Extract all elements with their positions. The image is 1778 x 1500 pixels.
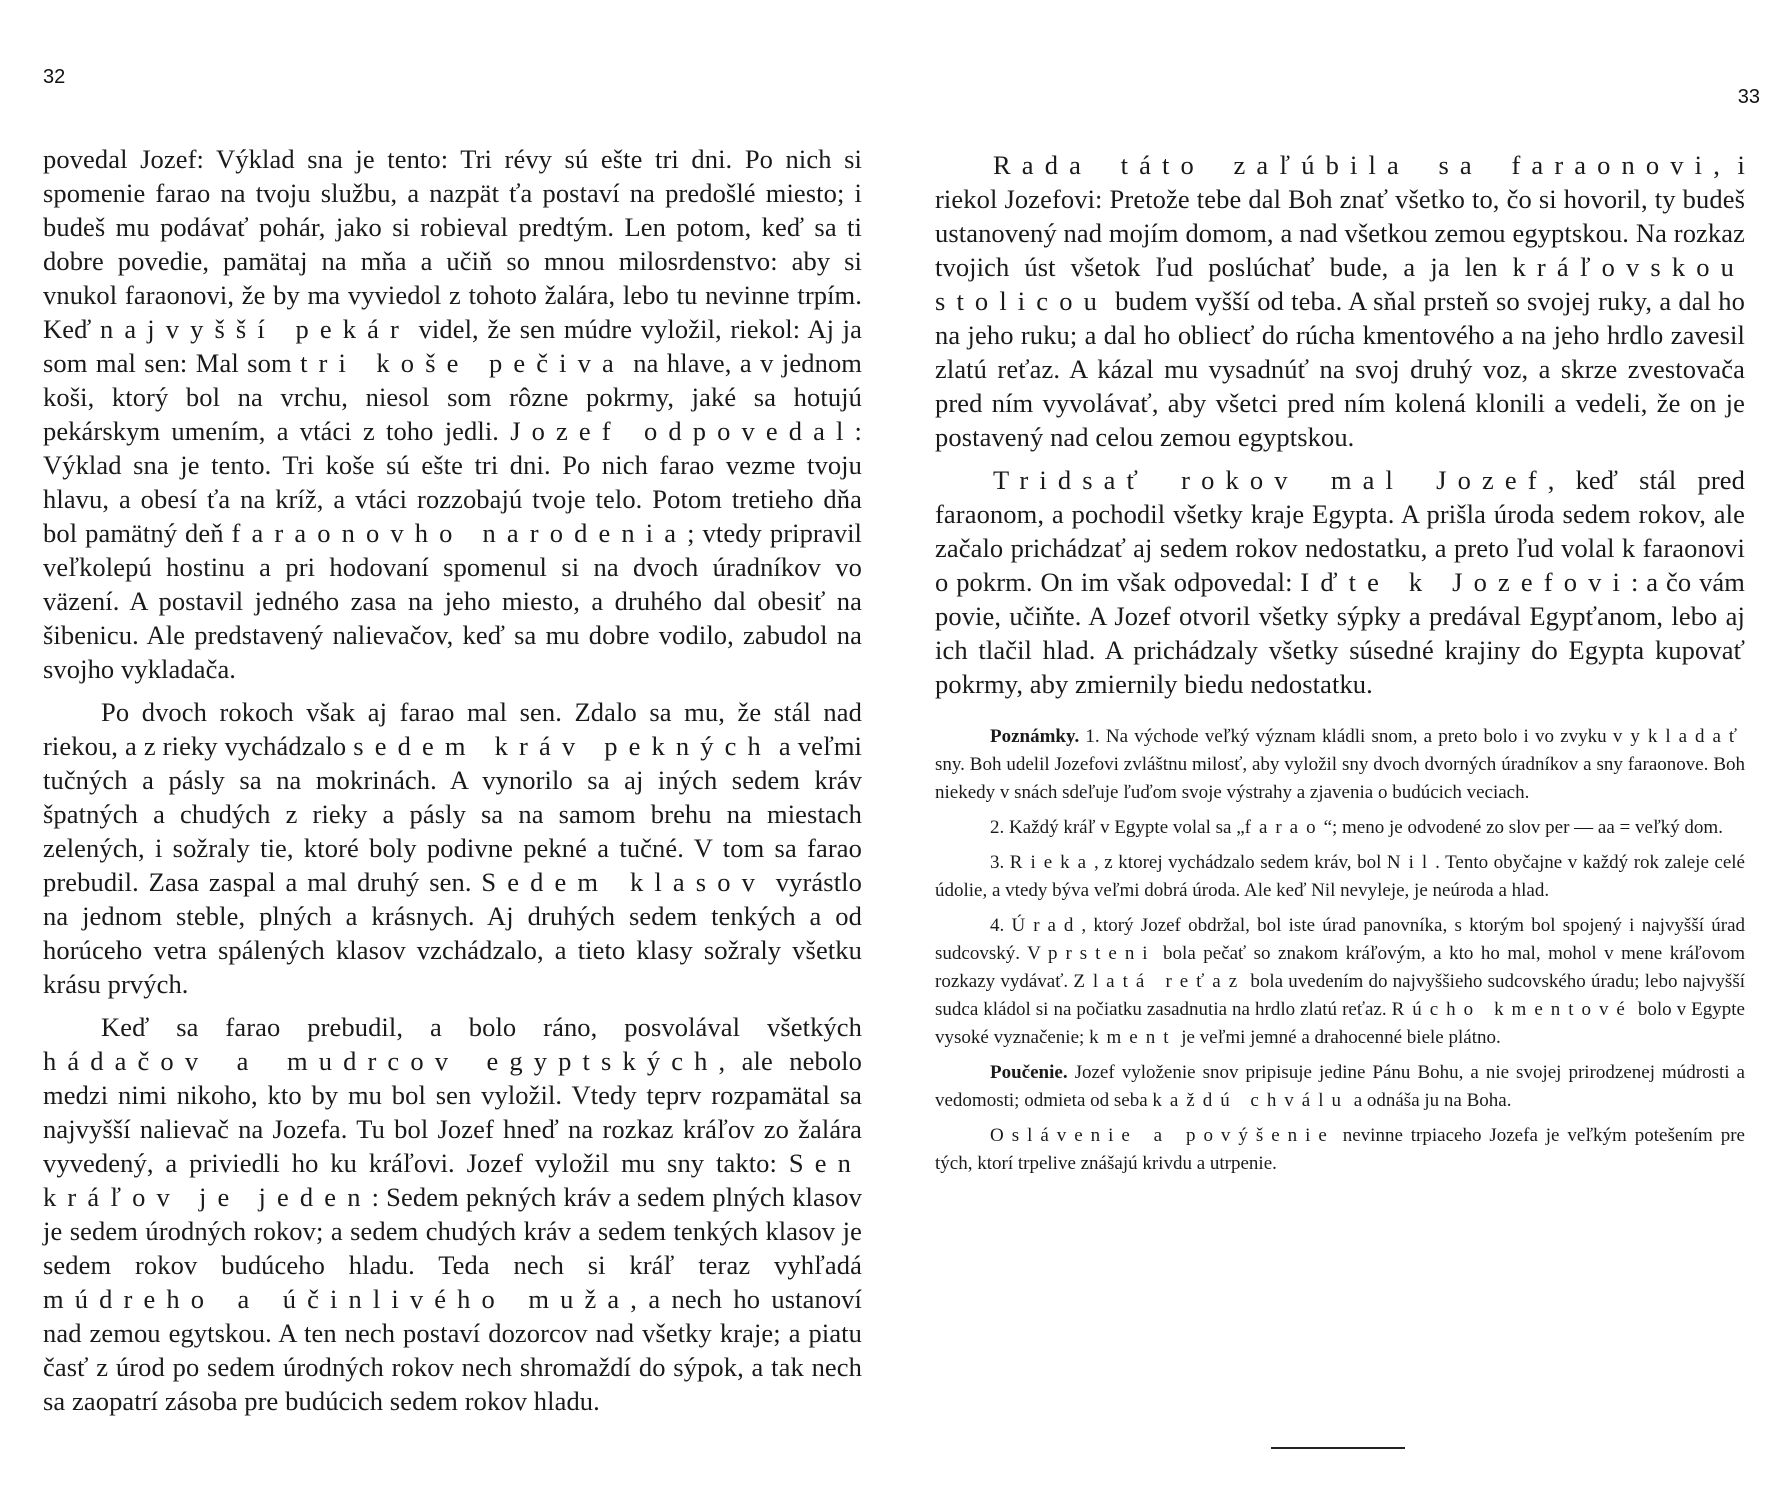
text-run: 4.: [990, 915, 1012, 936]
text-run: Jozef vyloženie snov pripisuje jedine Pánu Bohu, a nie svojej prirodzenej múdrosti a vedomosti; odmieta od seba: [935, 1062, 1745, 1111]
text-run: Keď sa farao prebudil, a bolo ráno, posvolával všetkých: [101, 1012, 862, 1042]
spaced-emphasis: Rada táto zaľúbila sa faraonovi: [993, 150, 1714, 180]
right-page: [935, 148, 1745, 1178]
spaced-emphasis: Oslávenie a povýšenie: [990, 1125, 1335, 1146]
text-run: , z ktorej vychádzalo sedem kráv, bol: [1094, 852, 1387, 873]
spaced-emphasis: Sedem klasov: [481, 867, 766, 897]
spaced-emphasis: faraonovho narodenia: [231, 518, 688, 548]
text-run: , a nech ho ustanoví nad zemou egytskou. A ten nech postaví dozorcov nad všetky kraje; a piatu časť z úrod po sedem úrodných rokov nech shromaždí do sýpok, a tak nech sa zaopatrí zásoba pre budúcich sedem rokov hladu.: [43, 1284, 862, 1416]
note-paragraph: [935, 723, 1745, 807]
spaced-emphasis: prsteni: [1047, 943, 1156, 964]
note-heading: Poznámky.: [990, 726, 1080, 747]
right-page-text: [935, 148, 1745, 701]
text-run: 1. Na východe veľký význam kládli snom, a preto bolo i vo zvyku: [1079, 726, 1613, 747]
page-number-left: 32: [43, 66, 66, 88]
text-run: sny. Boh udelil Jozefovi zvláštnu milosť, aby vyložil sny dvoch dvorných úradníkov a sny faraonove. Boh niekedy v snách sdeľuje ľuďom svoje výstrahy a zjavenia o budúcich veciach.: [935, 754, 1745, 803]
text-run: a odnáša ju na Boha.: [1348, 1090, 1512, 1111]
notes-section: [935, 723, 1745, 1178]
text-run: budem vyšší od teba. A sňal prsteň so svojej ruky, a dal ho na jeho ruku; a dal ho obliecť do rúcha kmentového a na jeho hrdlo zavesil zlatú reťaz. A kázal mu vysadnúť na svoj druhý voz, a skrze zvestovača pred ním vyvolávať, aby všetci pred ním kolená klonili a vedeli, že on je postavený nad celou zemou egyptskou.: [935, 286, 1745, 452]
text-run: , ktorý Jozef obdržal, bol iste úrad panovníka, s ktorým bol spojený i najvyšší úrad sudcovský. V: [935, 915, 1746, 964]
spaced-emphasis: Rúcho kmentové: [1391, 999, 1633, 1020]
text-run: ; vtedy pripravil veľkolepú hostinu a pri hodovaní spomenul si na dvoch úradníkov vo väzení. A postavil jedného zasa na jeho miesto, a druhého dal obesiť na šibenicu. Ale predstavený nalievačov, keď sa mu dobre vodilo, zabudol na svojho vykladača.: [43, 518, 862, 684]
text-run: , ale nebolo medzi nimi nikoho, kto by mu bol sen vyložil. Vtedy teprv rozpamätal sa najvyšší nalievač na Jozefa. Tu bol Jozef hneď na rozkaz kráľov zo žalára vyvedený, a priviedli ho ku kráľovi. Jozef vyložil mu sny takto:: [43, 1046, 862, 1178]
text-run: bola pečať so znakom kráľovým, a kto ho mal, mohol v mene kráľovom rozkazy vydávať.: [935, 943, 1745, 992]
text-run: Po dvoch rokoch však aj farao mal sen. Zdalo sa mu, že stál nad riekou, a z rieky vychádzalo: [43, 697, 862, 761]
spaced-emphasis: Tridsať rokov mal Jozef: [993, 465, 1548, 495]
note-heading: Poučenie.: [990, 1062, 1068, 1083]
body-paragraph: [935, 463, 1745, 701]
text-run: videl, že sen múdre vyložil, riekol: Aj ja som mal sen: Mal som: [43, 314, 862, 378]
spaced-emphasis: sedem kráv pekných: [353, 731, 772, 761]
text-run: vyrástlo na jednom steble, plných a krásnych. Aj druhých sedem tenkých a od horúceho vetra spálených klasov vzchádzalo, a tieto klasy sožraly všetku krásu prvých.: [43, 867, 862, 999]
spaced-emphasis: Jozef odpovedal: [510, 416, 855, 446]
spaced-emphasis: farao: [1244, 817, 1324, 838]
spaced-emphasis: Zlatá reťaz: [1073, 971, 1246, 992]
end-rule-divider: [1271, 1447, 1405, 1449]
spaced-emphasis: každú chválu: [1152, 1090, 1349, 1111]
note-paragraph: [935, 1059, 1745, 1115]
text-run: a veľmi tučných a pásly sa na mokrinách. A vynorilo sa aj iných sedem kráv špatných a chudých z rieky a pásly sa na samom brehu na miestach zelených, i sožraly tie, ktoré boly podivne pekné a tučné. V tom sa farao prebudil. Zasa zaspal a mal druhý sen.: [43, 731, 862, 897]
text-run: : Výklad sna je tento. Tri koše sú ešte tri dni. Po nich farao vezme tvoju hlavu, a obesí ťa na kríž, a vtáci rozzobajú tvoje telo. Potom tretieho dňa bol pamätný deň: [43, 416, 863, 548]
body-paragraph: [43, 695, 862, 1001]
text-run: 3.: [990, 852, 1010, 873]
note-paragraph: [935, 849, 1745, 905]
text-run: nevinne trpiaceho Jozefa je veľkým potešením pre tých, ktorí trpelive znášajú krivdu a utrpenie.: [935, 1125, 1745, 1174]
text-run: bola uvedením do najvyššieho sudcovského úradu; lebo najvyšší sudca kládol si na počiatku zasadnutia na hrdlo zlatú reťaz.: [935, 971, 1745, 1020]
text-run: bolo v Egypte vysoké vyznačenie;: [935, 999, 1745, 1048]
left-page-text: [43, 142, 862, 1418]
spaced-emphasis: kment: [1089, 1027, 1177, 1048]
body-paragraph: [43, 142, 862, 686]
text-run: na hlave, a v jednom koši, ktorý bol na vrchu, niesol som rôzne pokrmy, jaké sa hotujú pekárskym umením, a vtáci z toho jedli.: [43, 348, 863, 446]
body-paragraph: [935, 148, 1745, 454]
spaced-emphasis: Iďte k Jozefovi: [1300, 567, 1631, 597]
spaced-emphasis: Rieka: [1009, 852, 1095, 873]
spaced-emphasis: múdreho a účinlivého muža: [43, 1284, 631, 1314]
note-paragraph: [935, 1122, 1745, 1178]
text-run: : Sedem pekných kráv a sedem plných klasov je sedem úrodných rokov; a sedem chudých kráv a sedem tenkých klasov je sedem rokov budúceho hladu. Teda nech si kráľ teraz vyhľadá: [43, 1182, 862, 1280]
text-run: je veľmi jemné a drahocenné biele plátno.: [1176, 1027, 1501, 1048]
spaced-emphasis: Nil: [1386, 852, 1436, 873]
text-run: 2. Každý kráľ v Egypte volal sa „: [990, 817, 1245, 838]
text-run: , i riekol Jozefovi: Pretože tebe dal Boh znať všetko to, čo si hovoril, ty budeš ustanovený nad mojím domom, a nad všetkou zemou egyptskou. Na rozkaz tvojich úst všetok ľud poslúchať bude, a ja len: [935, 150, 1745, 282]
spaced-emphasis: hádačov a mudrcov egyptských: [43, 1046, 719, 1076]
text-run: “; meno je odvodené zo slov per — aa = veľký dom.: [1323, 817, 1723, 838]
spaced-emphasis: Úrad: [1011, 915, 1082, 936]
note-paragraph: [935, 912, 1745, 1052]
page-number-right: 33: [1737, 86, 1760, 108]
spaced-emphasis: najvyšší pekár: [99, 314, 410, 344]
spaced-emphasis: tri koše pečiva: [300, 348, 625, 378]
text-run: , keď stál pred faraonom, a pochodil všetky kraje Egypta. A prišla úroda sedem rokov, ale začalo prichádzať aj sedem rokov nedostatku, a preto ľud volal k faraonovi o pokrm. On im však odpovedal:: [935, 465, 1745, 597]
spaced-emphasis: Sen kráľov je jeden: [43, 1148, 862, 1212]
note-paragraph: [935, 814, 1745, 842]
spaced-emphasis: vykladať: [1612, 726, 1745, 747]
text-run: . Tento obyčajne v každý rok zaleje celé údolie, a vtedy býva veľmi dobrá úroda. Ale keď Nil nevyleje, je neúroda a hlad.: [935, 852, 1745, 901]
body-paragraph: [43, 1010, 862, 1418]
spaced-emphasis: kráľovskou stolicou: [935, 252, 1745, 316]
text-run: povedal Jozef: Výklad sna je tento: Tri révy sú ešte tri dni. Po nich si spomenie farao na tvoju službu, a nazpät ťa postaví na predošlé miesto; i budeš mu podávať pohár, jako si robieval predtým. Len potom, keď sa ti dobre povedie, pamätaj na mňa a učiň so mnou milosrdenstvo: aby si vnukol faraonovi, že by ma vyviedol z tohoto žalára, lebo tu nevinne trpím. Keď: [43, 144, 862, 344]
text-run: : a čo vám povie, učiňte. A Jozef otvoril všetky sýpky a predával Egypťanom, lebo aj ich tlačil hlad. A prichádzaly všetky súsedné krajiny do Egypta kupovať pokrmy, aby zmiernily biedu nedostatku.: [935, 567, 1745, 699]
